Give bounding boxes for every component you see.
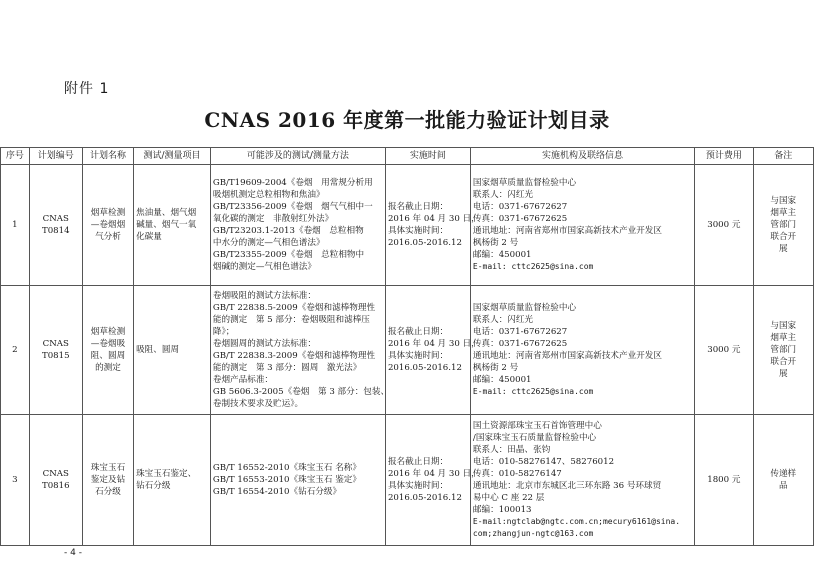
remarks bbox=[753, 165, 813, 286]
text-line: GB/T23355-2009《卷烟 总粒相物中 bbox=[212, 250, 365, 260]
text-line: 国土资源部珠宝玉石首饰管理中心 bbox=[472, 421, 602, 431]
text-line: E-mail:ngtclab@ngtc.com.cn;mecury6161@sina. bbox=[472, 517, 681, 526]
text-line: 邮编：450001 bbox=[472, 375, 532, 385]
text-line: CNAS bbox=[42, 469, 69, 479]
text-line: 降》； bbox=[212, 327, 235, 337]
text-line: 品 bbox=[778, 481, 788, 491]
organization-contact bbox=[470, 415, 694, 546]
text-line: 通讯地址：河南省郑州市国家高新技术产业开发区 bbox=[472, 226, 662, 236]
remarks bbox=[753, 415, 813, 546]
row-number: 2 bbox=[1, 286, 30, 415]
text-line: GB/T23203.1-2013《卷烟 总粒相物 bbox=[212, 226, 364, 236]
text-line: 联系人：闪红光 bbox=[472, 315, 534, 325]
header-cell: 计划名称 bbox=[82, 148, 133, 165]
text-line: 吸烟机测定总粒相物和焦油》 bbox=[212, 190, 325, 200]
text-line: 国家烟草质量监督检验中心 bbox=[472, 178, 577, 188]
header-cell: 实施时间 bbox=[385, 148, 470, 165]
plan-name bbox=[82, 286, 133, 415]
text-line: GB/T 22838.5-2009《卷烟和滤棒物理性 bbox=[212, 303, 376, 313]
row-number: 1 bbox=[1, 165, 30, 286]
header-cell: 序号 bbox=[1, 148, 30, 165]
text-line: 展 bbox=[778, 244, 788, 254]
header-cell: 备注 bbox=[753, 148, 813, 165]
text-line: 通讯地址：河南省郑州市国家高新技术产业开发区 bbox=[472, 351, 662, 361]
text-line: 报名截止日期： bbox=[387, 327, 449, 337]
plan-code bbox=[29, 415, 82, 546]
header-cell: 预计费用 bbox=[695, 148, 753, 165]
text-line: 中水分的测定—气相色谱法》 bbox=[212, 238, 325, 248]
organization-contact bbox=[470, 165, 694, 286]
text-line: 氧化碳的测定 非散射红外法》 bbox=[212, 214, 334, 224]
text-line: 珠宝玉石鉴定、 bbox=[136, 469, 197, 479]
text-line: 电话：010-58276147、58276012 bbox=[472, 457, 615, 467]
test-items bbox=[134, 286, 211, 415]
text-line: 报名截止日期： bbox=[387, 457, 449, 467]
organization-contact bbox=[470, 286, 694, 415]
document-title: CNAS 2016 年度第一批能力验证计划目录 bbox=[204, 108, 610, 132]
text-line: GB/T 16552-2010《珠宝玉石 名称》 bbox=[212, 463, 361, 473]
attachment-label: 附件 1 bbox=[64, 81, 110, 97]
implementation-time bbox=[385, 286, 480, 415]
text-line: 2016 年 04 月 30 日， bbox=[387, 214, 480, 224]
text-line: 2016.05-2016.12 bbox=[387, 363, 462, 373]
text-line: 通讯地址：北京市东城区北三环东路 36 号环球贸 bbox=[472, 481, 662, 491]
text-line: —卷烟吸 bbox=[90, 339, 126, 349]
text-line: 管部门 bbox=[770, 220, 797, 230]
text-line: 卷烟圆周的测试方法标准： bbox=[212, 339, 316, 349]
text-line: CNAS bbox=[42, 339, 69, 349]
test-items bbox=[134, 415, 211, 546]
header-cell: 计划编号 bbox=[29, 148, 82, 165]
text-line: 枫杨街 2 号 bbox=[472, 363, 519, 373]
implementation-time bbox=[385, 165, 480, 286]
text-line: 邮编：450001 bbox=[472, 250, 532, 260]
text-line: 具体实施时间： bbox=[387, 226, 449, 236]
text-line: 管部门 bbox=[770, 345, 797, 355]
plan-name bbox=[82, 165, 133, 286]
header-cell: 可能涉及的测试/测量方法 bbox=[210, 148, 385, 165]
text-line: 碱量、烟气一氧 bbox=[136, 220, 197, 230]
text-line: 能的测定 第 3 部分：圆周 激光法》 bbox=[212, 363, 362, 373]
estimated-fee: 3000 元 bbox=[695, 165, 753, 286]
plan-code bbox=[29, 165, 82, 286]
text-line: 国家烟草质量监督检验中心 bbox=[472, 303, 577, 313]
text-line: 烟草主 bbox=[770, 208, 797, 218]
text-line: 电话：0371-67672627 bbox=[472, 327, 568, 337]
test-methods bbox=[210, 165, 385, 286]
text-line: T0816 bbox=[41, 481, 70, 491]
text-line: 吸阻、圆周 bbox=[136, 345, 180, 355]
text-line: 卷烟吸阻的测试方法标准： bbox=[212, 291, 316, 301]
text-line: 2016 年 04 月 30 日， bbox=[387, 339, 480, 349]
test-items bbox=[134, 165, 211, 286]
estimated-fee: 1800 元 bbox=[695, 415, 753, 546]
text-line: 烟草检测 bbox=[90, 327, 126, 337]
text-line: 枫杨街 2 号 bbox=[472, 238, 519, 248]
text-line: 联系人：闪红光 bbox=[472, 190, 534, 200]
text-line: 烟草主 bbox=[770, 333, 797, 343]
text-line: —卷烟烟 bbox=[90, 220, 126, 230]
test-methods bbox=[210, 415, 385, 546]
text-line: 烟草检测 bbox=[90, 208, 126, 218]
text-line: 展 bbox=[778, 369, 788, 379]
remarks bbox=[753, 286, 813, 415]
table-header-row bbox=[1, 148, 814, 165]
text-line: GB/T 22838.3-2009《卷烟和滤棒物理性 bbox=[212, 351, 376, 361]
text-line: 联合开 bbox=[770, 357, 797, 367]
table-row bbox=[1, 415, 814, 546]
text-line: GB 5606.3-2005《卷烟 第 3 部分：包装、 bbox=[212, 387, 390, 397]
text-line: GB/T 16553-2010《珠宝玉石 鉴定》 bbox=[212, 475, 361, 485]
test-methods bbox=[210, 286, 390, 415]
text-line: 具体实施时间： bbox=[387, 351, 449, 361]
page-number: - 4 - bbox=[64, 548, 82, 558]
text-line: 具体实施时间： bbox=[387, 481, 449, 491]
text-line: 易中心 C 座 22 层 bbox=[472, 493, 545, 503]
text-line: 的测定 bbox=[95, 363, 121, 373]
text-line: 钻石分级 bbox=[136, 481, 171, 491]
text-line: 石分级 bbox=[95, 487, 121, 497]
table-row bbox=[1, 286, 814, 415]
text-line: E-mail: cttc2625@sina.com bbox=[472, 262, 594, 271]
text-line: /国家珠宝玉石质量监督检验中心 bbox=[472, 433, 597, 443]
text-line: 与国家 bbox=[770, 321, 797, 331]
text-line: com;zhangjun-ngtc@163.com bbox=[472, 529, 594, 538]
implementation-time bbox=[385, 415, 480, 546]
text-line: 鉴定及钻 bbox=[90, 475, 126, 485]
text-line: 气分析 bbox=[95, 232, 121, 242]
text-line: 报名截止日期： bbox=[387, 202, 449, 212]
text-line: 邮编：100013 bbox=[472, 505, 532, 515]
header-cell: 实施机构及联络信息 bbox=[470, 148, 694, 165]
text-line: 电话：0371-67672627 bbox=[472, 202, 568, 212]
text-line: 能的测定 第 5 部分：卷烟吸阻和滤棒压 bbox=[212, 315, 370, 325]
plan-table bbox=[0, 147, 814, 546]
text-line: 卷烟产品标准： bbox=[212, 375, 274, 385]
text-line: 传递样 bbox=[770, 469, 797, 479]
text-line: 联系人：田晶、张钧 bbox=[472, 445, 551, 455]
text-line: 传真：0371-67672625 bbox=[472, 339, 568, 349]
text-line: GB/T 16554-2010《钻石分级》 bbox=[212, 487, 342, 497]
text-line: 烟碱的测定—气相色谱法》 bbox=[212, 262, 316, 272]
text-line: 联合开 bbox=[770, 232, 797, 242]
text-line: 焦油量、烟气烟 bbox=[136, 208, 197, 218]
estimated-fee: 3000 元 bbox=[695, 286, 753, 415]
plan-name bbox=[82, 415, 133, 546]
text-line: 传真：0371-67672625 bbox=[472, 214, 568, 224]
plan-code bbox=[29, 286, 82, 415]
text-line: E-mail: cttc2625@sina.com bbox=[472, 387, 594, 396]
text-line: 2016.05-2016.12 bbox=[387, 493, 462, 503]
header-cell: 测试/测量项目 bbox=[134, 148, 211, 165]
text-line: T0814 bbox=[41, 226, 70, 236]
text-line: GB/T19609-2004《卷烟 用常规分析用 bbox=[212, 178, 373, 188]
text-line: 2016 年 04 月 30 日， bbox=[387, 469, 480, 479]
text-line: 阻、圆周 bbox=[90, 351, 126, 361]
text-line: CNAS bbox=[42, 214, 69, 224]
text-line: T0815 bbox=[41, 351, 70, 361]
table-row bbox=[1, 165, 814, 286]
row-number: 3 bbox=[1, 415, 30, 546]
text-line: 化碳量 bbox=[136, 232, 162, 242]
text-line: 与国家 bbox=[770, 196, 797, 206]
text-line: GB/T23356-2009《卷烟 烟气气相中一 bbox=[212, 202, 373, 212]
text-line: 传真：010-58276147 bbox=[472, 469, 562, 479]
text-line: 珠宝玉石 bbox=[90, 463, 126, 473]
text-line: 卷制技术要求及贮运》。 bbox=[212, 399, 304, 409]
text-line: 2016.05-2016.12 bbox=[387, 238, 462, 248]
